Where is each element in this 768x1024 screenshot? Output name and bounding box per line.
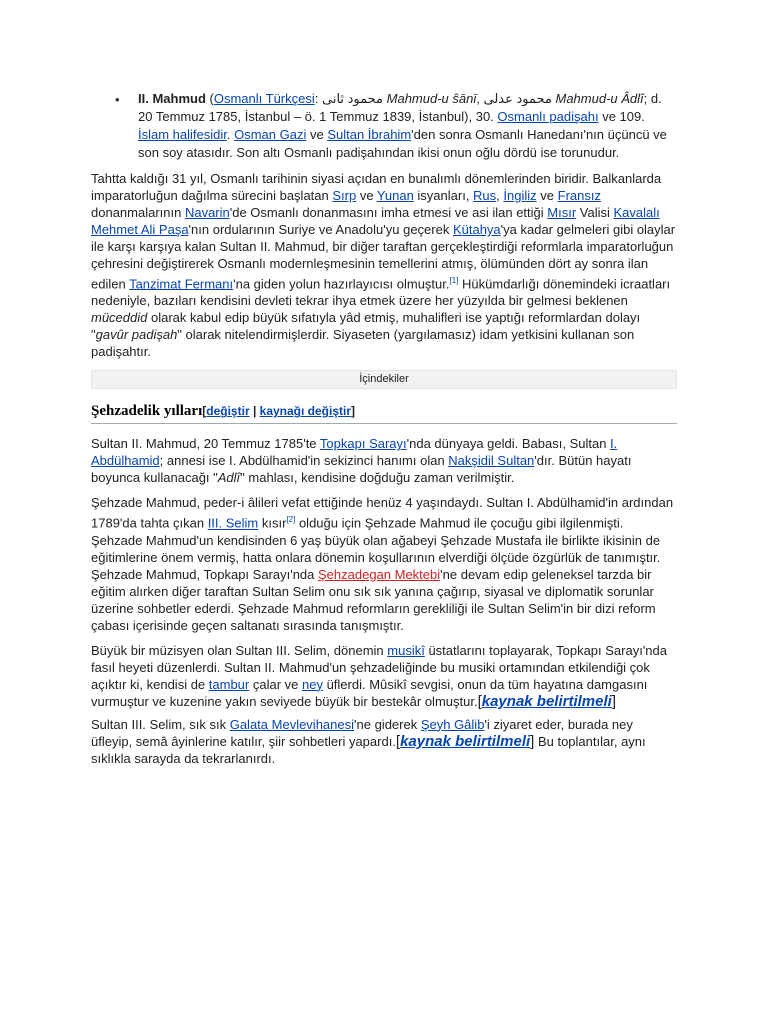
link-tanzimat-fermani[interactable]: Tanzimat Fermanı bbox=[129, 276, 234, 292]
link-osmanli-padisahi[interactable]: Osmanlı padişahı bbox=[497, 109, 599, 124]
link-topkapi-sarayi[interactable]: Topkapı Sarayı bbox=[319, 436, 407, 452]
summary-paragraph: Tahtta kaldığı 31 yıl, Osmanlı tarihinin siyasi açıdan en bunalımlı dönemlerinden biridir. Balkanlarda imparatorluğun dağılma sürecini başlatan Sırp ve Yunan isyanları, Rus, İngiliz ve Fransız donanmalarının Navarin'de Osmanlı donanmasını imha etmesi ve asi ilan ettiği Mısır Valisi Kavalalı Mehmet Ali Paşa'nın ordularının Suriye ve Anadolu'yu geçerek Kütahya'ya kadar gelmeleri gibi olaylar ile karşı karşıya kalan Sultan II. Mahmud, bir diğer taraftan gerçekleştirdiği reformlarla imparatorluğun çehresini değiştirerek Osmanlı modernleşmesinin temellerini atmış, ölümünden dört ay sonra ilan edilen Tanzimat Fermanı'na giden yolun hazırlayıcısı olmuştur.[1] Hükümdarlığı dönemindeki icraatları nedeniyle, bazıları kendisini devleti tekrar ihya etmek üzere her yüzyılda bir gelmesi beklenen müceddid olarak kabul edip büyük sıfatıyla yâd etmiş, muhalifleri ise yaptığı reformlardan dolayı "gavûr padişah" olarak nitelendirmişlerdir. Siyaseten (yargılamasız) idam yetkisini kullanan son padişahtır. bbox=[91, 171, 676, 360]
link-ingiliz[interactable]: İngiliz bbox=[503, 188, 537, 203]
reference-1[interactable]: [1] bbox=[449, 276, 459, 285]
link-musiki[interactable]: musikî bbox=[387, 642, 425, 658]
link-navarin[interactable]: Navarin bbox=[184, 205, 230, 220]
link-islam-halifesi[interactable]: İslam halifesidir bbox=[138, 127, 227, 142]
link-kutahya[interactable]: Kütahya bbox=[452, 222, 501, 237]
link-seyh-galib[interactable]: Şeyh Gâlib bbox=[420, 716, 485, 732]
link-iii-selim[interactable]: III. Selim bbox=[207, 515, 259, 531]
link-fransiz[interactable]: Fransız bbox=[557, 188, 601, 203]
link-ney[interactable]: ney bbox=[302, 676, 323, 692]
link-sirp[interactable]: Sırp bbox=[332, 188, 357, 203]
intro-list-item: • II. Mahmud (Osmanlı Türkçesi: محمود ثانی Mahmud-u ŝānī, محمود عدلی Mahmud-u Âdlî; d. 20 Temmuz 1785, İstanbul – ö. 1 Temmuz 1839, İstanbul), 30. Osmanlı padişahı ve 109. İslam halifesidir. Osman Gazi ve Sultan İbrahim'den sonra Osmanlı Hanedanı'nın üçüncü ve son soy atasıdır. Son altı Osmanlı padişahından ikisi onun oğlu dördü ise torunudur. bbox=[115, 91, 667, 160]
edit-link[interactable]: değiştir bbox=[206, 404, 250, 419]
article-content bbox=[91, 90, 677, 767]
link-galata-mevlevihanesi[interactable]: Galata Mevlevihanesi bbox=[229, 716, 355, 732]
section-edit-links: [değiştir | kaynağı değiştir] bbox=[202, 404, 356, 419]
table-of-contents-toggle[interactable] bbox=[91, 370, 677, 389]
section-paragraph-3: Büyük bir müzisyen olan Sultan III. Selim, dönemin musikî üstatlarını toplayarak, Topkapı Sarayı'nda fasıl heyeti düzenlerdi. Sultan II. Mahmud'un şehzadeliğinde bu musiki ortamından etkilendiği çok açıktır ki, kendisi de tambur çalar ve ney üflerdi. Mûsikî sevgisi, onun da tüm hayatına damgasını vurmuştur ve kuzenine yakın seviyede büyük bir bestekâr olmuştur.[kaynak belirtilmeli] bbox=[91, 642, 667, 710]
citation-needed-link[interactable]: kaynak belirtilmeli bbox=[481, 692, 612, 710]
link-abdulhamid[interactable]: I. Abdülhamid bbox=[91, 436, 618, 469]
link-kavalali-mehmet-ali-pasa[interactable]: Kavalalı Mehmet Ali Paşa bbox=[91, 205, 660, 237]
link-sehzadegan-mektebi[interactable]: Şehzadegan Mektebi bbox=[318, 566, 441, 582]
link-rus[interactable]: Rus bbox=[473, 188, 497, 203]
link-misir[interactable]: Mısır bbox=[547, 205, 577, 220]
toc-label: İçindekiler bbox=[359, 373, 409, 386]
link-naksidil-sultan[interactable]: Nakşidil Sultan bbox=[448, 453, 535, 469]
subject-name: II. Mahmud bbox=[138, 91, 206, 106]
citation-needed-link-2[interactable]: kaynak belirtilmeli bbox=[400, 732, 531, 750]
reference-2[interactable]: [2] bbox=[286, 515, 296, 525]
section-heading bbox=[91, 403, 677, 424]
link-yunan[interactable]: Yunan bbox=[376, 188, 414, 203]
edit-source-link[interactable]: kaynağı değiştir bbox=[259, 404, 352, 419]
link-osman-gazi[interactable]: Osman Gazi bbox=[234, 127, 307, 142]
section-body bbox=[91, 435, 677, 766]
section-paragraph-2: Şehzade Mahmud, peder-i âlileri vefat ettiğinde henüz 4 yaşındaydı. Sultan I. Abdülhamid'in ardından 1789'da tahta çıkan III. Selim kısır[2] olduğu için Şehzade Mahmud ile çocuğu gibi ilgilenmişti. Şehzade Mahmud'un kendisinden 6 yaş büyük olan ağabeyi Şehzade Mustafa ile birlikte ikisinin de eğitimlerine önem vermiş, hatta onlara dönemin koşullarının elverdiği ölçüde özgürlük de tanımıştır. Şehzade Mahmud, Topkapı Sarayı'nda Şehzadegan Mektebi'ne devam edip geleneksel tarzda bir eğitim alırken diğer taraftan Sultan Selim onu sık sık yanına çağırıp, siyasal ve diplomatik sorunlar üzerine sohbetler ederdi. Şehzade Mahmud reformların gerekliliği ile Sultan Selim'in bir dizi reform çabası içerisinde geçen saltanatı sırasında tanışmıştır. bbox=[91, 495, 674, 633]
section-paragraph-4: Sultan III. Selim, sık sık Galata Mevlevihanesi'ne giderek Şeyh Gâlib'i ziyaret eder, burada ney üfleyip, semâ âyinlerine katılır, şiir sohbetleri yapardı.[kaynak belirtilmeli] Bu toplantılar, aynı sıklıkla sarayda da tekrarlanırdı. bbox=[91, 716, 646, 766]
link-osmanli-turkcesi[interactable]: Osmanlı Türkçesi bbox=[213, 91, 315, 106]
section-title: Şehzadelik yılları bbox=[91, 403, 203, 420]
link-tambur[interactable]: tambur bbox=[208, 676, 250, 692]
bullet-icon: • bbox=[115, 92, 120, 107]
section-paragraph-1: Sultan II. Mahmud, 20 Temmuz 1785'te Topkapı Sarayı'nda dünyaya geldi. Babası, Sultan I. Abdülhamid; annesi ise I. Abdülhamid'in sekizinci hanımı olan Nakşidil Sultan'dır. Bütün hayatı boyunca kullanacağı "Adlî" mahlası, kendisine doğduğu zaman verilmiştir. bbox=[91, 436, 632, 486]
link-sultan-ibrahim[interactable]: Sultan İbrahim bbox=[327, 127, 412, 142]
